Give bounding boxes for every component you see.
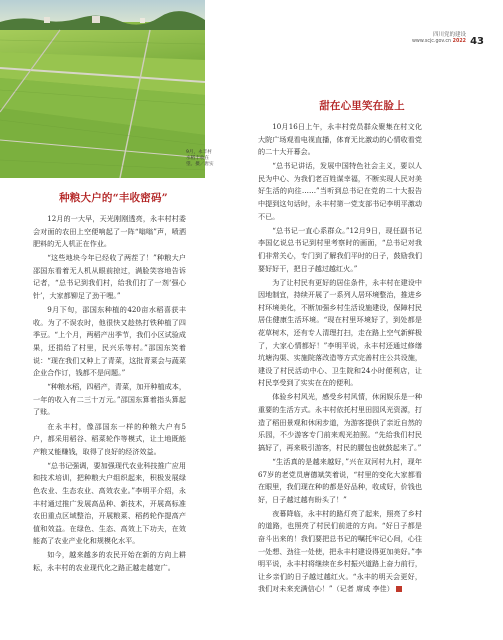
page-number: 43 [470,36,484,47]
left-paragraph: 在永丰村，像邵国东一样的种粮大户有5户，都采用稻谷、稻菜轮作等模式，让土地既能产粮又能赚钱，取得了良好的经济效益。 [33,421,186,456]
left-paragraph: 如今，越来越多的农民开始在新的方向上耕耘，永丰村的农业现代化之路正越走越宽广。 [33,550,186,573]
right-paragraph: “总书记讲话，发展中国特色社会主义，要以人民为中心、为我们老百姓谋幸福，不断实现人民对美好生活的向往……”当听到总书记在党的二十大报告中提到这句话时，永丰村第一党支部书记李明平激动不已。 [258,161,422,221]
right-paragraph: 为了让村民有更好的居住条件，永丰村在建设中因地制宜，持续开展了一系列人居环境整治，推进乡村环境美化，不断加强乡村生活设施建设，保障村民居住健康生活环境。“现在村里环境好了，到处都是花草树木，还有专人清理打扫，走在路上空气新鲜极了，大家心情都好！”李明平说，永丰村还通过修缮坑塘沟渠、实施院落改造等方式完善村庄公共设施，建设了村民活动中心、卫生院和24小时便利店，让村民享受到了实实在在的便利。 [258,277,422,388]
right-paragraph [258,508,422,596]
magazine-url [412,39,466,45]
rice-field-photo [0,0,205,178]
right-paragraph: 体验乡村风光，感受乡村风情，休闲娱乐是一种重要的生活方式。永丰村依托村里田园风光资源，打造了稻田景观和休闲步道，为游客提供了亲近自然的乐园，不少游客专门前来观光拍照。“先给我们村民搞好了，再来吸引游客，村民的腰包也就鼓起来了。” [258,392,422,452]
right-article-title: 甜在心里笑在脸上 [319,100,405,112]
issue-year: 2022 [452,39,466,44]
right-article-body [258,121,422,596]
right-paragraph: “总书记一直心系群众。”12月9日，现任副书记李国亿说总书记到村里考察时的画面，“总书记对我们非常关心，专门到了解我们平时的日子，鼓励我们要好好干，把日子越过越红火。” [258,225,422,273]
url-text: www.scjc.gov.cn [411,39,452,44]
right-paragraph: 10月16日上午，永丰村党员群众聚集在村文化大院广场观看电视直播，体育无比激动的心情收看党的二十大开幕会。 [258,122,422,157]
magazine-name: 四川党的建设 [432,32,466,38]
left-paragraph: 12月的一大早，天光刚刚透亮，永丰村村委会对面的农田上空便响起了一阵“嗡嗡”声，喷洒肥料的无人机正在作业。 [33,214,186,249]
right-paragraph-text: 夜幕降临，永丰村的路灯亮了起来，照亮了乡村的道路，也照亮了村民们前进的方向。“好日子都是奋斗出来的！我们要把总书记的嘱托牢记心间，心往一处想、劲往一处使，把永丰村建设得更加美好。”李明平说，永丰村将继续在乡村振兴道路上奋力前行，让乡亲们的日子越过越红火。“永丰的明天会更好，我们对未来充满信心！”（记者 席成 李佳） [258,508,422,594]
article-end-mark [396,586,402,592]
right-paragraph: “生活真的是越来越好，”兴在双河村九村，现年67岁的老党员唐德斌笑着说，“村里的变化大家都看在眼里，我们现在种的都是好品种，收成好，价钱也好，日子越过越有盼头了！” [258,456,422,504]
left-paragraph: “这些地块今年已经收了两茬了！”种粮大户邵国东看着无人机从眼前掠过，满脸笑容地告诉记者，“总书记到我们村，给我们打了一剂‘强心针’，大家都铆足了劲干哩。” [33,253,186,301]
left-article-body [33,213,186,575]
left-paragraph: 9月下旬，邵国东种植的420亩水稻喜获丰收。为了不误农时，他很快又趁热打铁种植了四季豆。“上个月，两稻产出季节，我们小区试验成果，还捐给了村里，民兴乐等村。”邵国东笑着说：“现在我们又种上了青菜，这批青菜会与蔬菜企业合作订，钱都不是问题。” [33,305,186,378]
page-header [412,32,466,45]
left-paragraph: “种粮水稻，四稻产，青菜，加开种植成本，一年的收入有二三十万元。”邵国东算着指头算起了账。 [33,382,186,417]
photo-caption: 9月，永丰村水稻丰收在望。摄／唐实 [186,150,214,168]
left-paragraph: “总书记强调，要加强现代农业科技推广应用和技术培训，把种粮大户组织起来，积极发展绿色农业、生态农业、高效农业。”李明平介绍，永丰村通过推广发展高品种、新技术，开展高标准农田重点区域整治，开展粮菜、稻药轮作提高产值和效益。在绿色、生态、高效上下功夫，在效能高了农业产业化和规模化水平。 [33,460,186,546]
left-article-title: 种粮大户的“丰收密码” [59,192,168,204]
